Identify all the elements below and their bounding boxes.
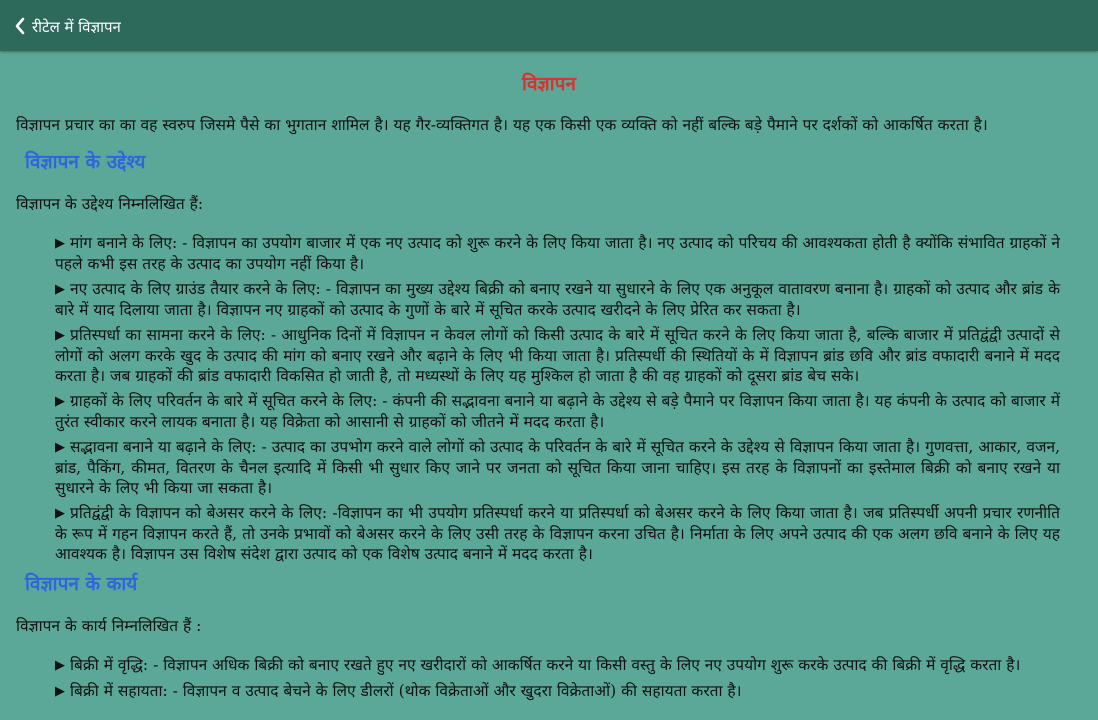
list-item-text: बिक्री में वृद्धि: - विज्ञापन अधिक बिक्री को बनाए रखते हुए नए खरीदारों को आकर्षित करने या किसी वस्तु के लिए नए उपयोग शुरू करके उत्पाद की बिक्री में वृद्धि करता है। [70,656,1021,674]
list-item [55,503,1060,564]
bullet-arrow-icon: ▶ [55,328,65,343]
bullet-arrow-icon: ▶ [55,282,65,297]
list-item-text: नए उत्पाद के लिए ग्राउंड तैयार करने के लिए: - विज्ञापन का मुख्य उद्देश्य बिक्री को बनाए रखने या सुधारने के लिए एक अनुकूल वातावरण बनाना है। ग्राहकों को उत्पाद और ब्रांड के बारे में याद दिलाया जाता है। विज्ञापन नए ग्राहकों को उत्पाद के गुणों के बारे में सूचित करके उत्पाद खरीदने के लिए प्रेरित कर सकता है। [55,280,1060,319]
bullet-arrow-icon: ▶ [55,658,65,673]
list-item [55,655,1060,676]
intro-paragraph: विज्ञापन प्रचार का का वह स्वरुप जिसमे पैसे का भुगतान शामिल है। यह गैर-व्यक्तिगत है। यह एक किसी एक व्यक्ति को नहीं बल्कि बड़े पैमाने पर दर्शकों को आकर्षित करता है। [16,116,988,134]
bullet-arrow-icon: ▶ [55,236,65,251]
chevron-left-icon[interactable] [9,15,31,37]
bullet-arrow-icon: ▶ [55,684,65,699]
bullet-arrow-icon: ▶ [55,394,65,409]
list-item-text: ग्राहकों के लिए परिवर्तन के बारे में सूचित करने के लिए: - कंपनी की सद्भावना बनाने या बढ़ाने के उद्देश्य से बड़े पैमाने पर विज्ञापन किया जाता है। यह कंपनी के उत्पाद को बाजार में तुरंत स्वीकार करने लायक बनाता है। यह विक्रेता को आसानी से ग्राहकों को जीतने में मदद करता है। [55,392,1060,431]
functions-heading: विज्ञापन के कार्य [25,573,138,595]
list-item-text: सद्भावना बनाने या बढ़ाने के लिए: - उत्पाद का उपभोग करने वाले लोगों को उत्पाद के परिवर्तन के बारे में सूचित करने के उद्देश्य से विज्ञापन किया जाता है। गुणवत्ता, आकार, वजन, ब्रांड, पैकिंग, कीमत, वितरण के चैनल इत्यादि में किसी भी सुधार किए जाने पर जनता को सूचित किया जाना चाहिए। इस तरह के विज्ञापनों का इस्तेमाल बिक्री को बनाए रखने या सुधारने के लिए भी किया जा सकता है। [55,438,1060,497]
bullet-arrow-icon: ▶ [55,440,65,455]
list-item-text: मांग बनाने के लिए: - विज्ञापन का उपयोग बाजार में एक नए उत्पाद को शुरू करने के लिए किया जाता है। नए उत्पाद को परिचय की आवश्यकता होती है क्योंकि संभावित ग्राहकों ने पहले कभी इस तरह के उत्पाद का उपयोग नहीं किया है। [55,234,1060,273]
bullet-arrow-icon: ▶ [55,506,65,521]
list-item [55,437,1060,498]
list-item [55,681,1060,702]
objectives-list [16,233,1082,564]
article [0,70,1098,702]
list-item [55,279,1060,320]
app-title: रीटेल में विज्ञापन [32,17,121,36]
article-scroll-area[interactable] [0,51,1098,720]
list-item-text: बिक्री में सहायता: - विज्ञापन व उत्पाद बेचने के लिए डीलरों (थोक विक्रेताओं और खुदरा विक्रेताओं) की सहायता करता है। [70,682,742,700]
page-heading: विज्ञापन [522,73,576,95]
list-item-text: प्रतिद्वंद्वी के विज्ञापन को बेअसर करने के लिए: -विज्ञापन का भी उपयोग प्रतिस्पर्धा करने या प्रतिस्पर्धा को बेअसर करने के लिए किया जाता है। जब प्रतिस्पर्धी अपनी प्रचार रणनीति के रूप में गहन विज्ञापन करते हैं, तो उनके प्रभावों को बेअसर करने के लिए उसी तरह के विज्ञापन करना उचित है। निर्माता के लिए अपने उत्पाद की एक अलग छवि बनाने के लिए यह आवश्यक है। विज्ञापन उस विशेष संदेश द्वारा उत्पाद को एक विशेष उत्पाद बनाने में मदद करता है। [55,504,1060,563]
objectives-heading: विज्ञापन के उद्देश्य [25,151,146,173]
list-item [55,233,1060,274]
list-item [55,325,1060,386]
list-item-text: प्रतिस्पर्धा का सामना करने के लिए: - आधुनिक दिनों में विज्ञापन न केवल लोगों को किसी उत्पाद के बारे में सूचित करने के लिए किया जाता है, बल्कि बाजार में प्रतिद्वंद्वी उत्पादों से लोगों को अलग करके खुद के उत्पाद की मांग को बनाए रखने और बढ़ाने के लिए भी किया जाता है। प्रतिस्पर्धी की स्थितियों के में विज्ञापन ब्रांड छवि और ब्रांड वफादारी बनाने में मदद करता है। जब ग्राहकों की ब्रांड वफादारी विकसित हो जाती है, तो मध्यस्थों के लिए यह मुश्किल हो जाता है की वह ग्राहकों को दूसरा ब्रांड बेच सके। [55,326,1060,385]
functions-list [16,655,1082,702]
functions-lead: विज्ञापन के कार्य निम्नलिखित हैं : [16,617,202,635]
app-bar [0,0,1098,51]
objectives-lead: विज्ञापन के उद्देश्य निम्नलिखित हैं: [16,195,204,213]
list-item [55,391,1060,432]
